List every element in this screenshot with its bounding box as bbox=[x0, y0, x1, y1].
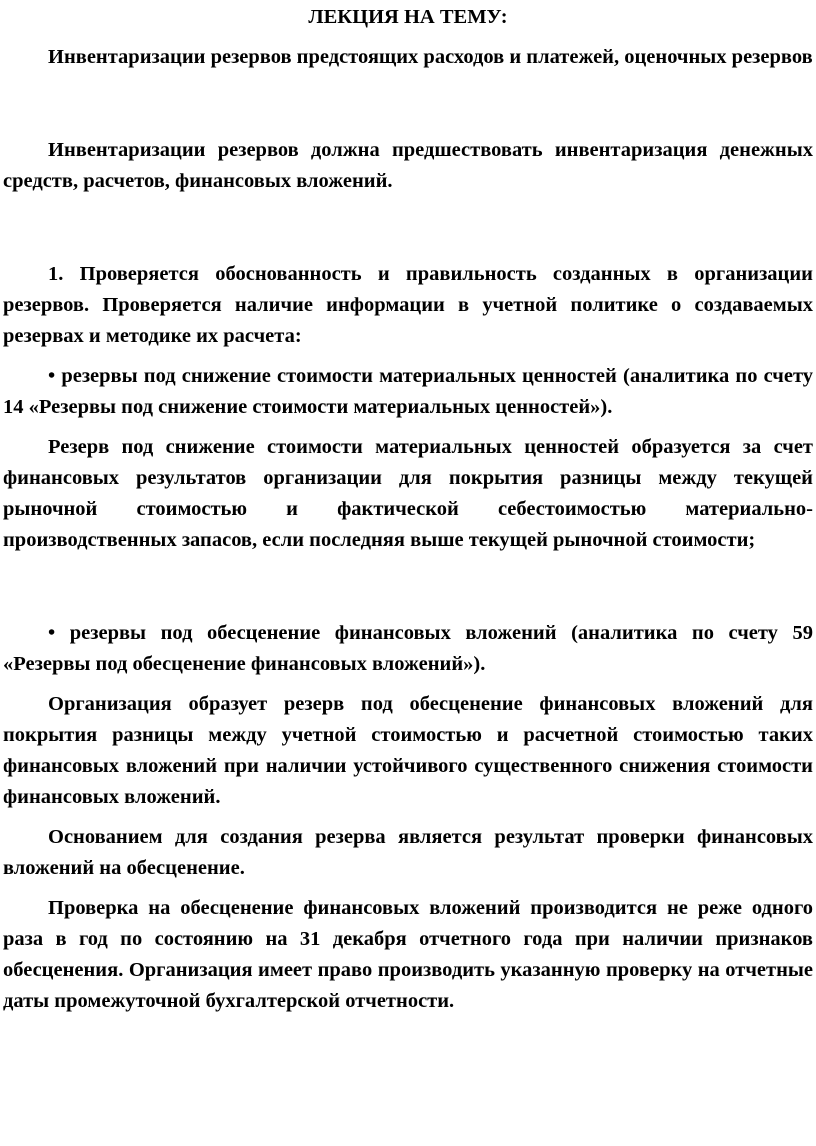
document-page bbox=[3, 0, 813, 1017]
paragraph-investments-reserve: Организация образует резерв под обесценение финансовых вложений для покрытия разницы между учетной стоимостью и расчетной стоимостью таких финансовых вложений при наличии устойчивого существенного снижения стоимости финансовых вложений. bbox=[3, 693, 813, 808]
paragraph-step-1: 1. Проверяется обоснованность и правильность созданных в организации резервов. Проверяется наличие информации в учетной политике о создаваемых резервах и методике их расчета: bbox=[3, 263, 813, 347]
lecture-subject: Инвентаризации резервов предстоящих расходов и платежей, оценочных резервов bbox=[48, 46, 813, 68]
document-title: ЛЕКЦИЯ НА ТЕМУ: bbox=[308, 6, 508, 28]
bullet-investments-reserve: • резервы под обесценение финансовых вложений (аналитика по счету 59 «Резервы под обесценение финансовых вложений»). bbox=[3, 622, 813, 675]
paragraph-intro: Инвентаризации резервов должна предшествовать инвентаризация денежных средств, расчетов, финансовых вложений. bbox=[3, 139, 813, 192]
paragraph-check-frequency: Проверка на обесценение финансовых вложений производится не реже одного раза в год по состоянию на 31 декабря отчетного года при наличии признаков обесценения. Организация имеет право производить указанную проверку на отчетные даты промежуточной бухгалтерской отчетности. bbox=[3, 897, 813, 1012]
paragraph-basis: Основанием для создания резерва является результат проверки финансовых вложений на обесценение. bbox=[3, 826, 813, 879]
bullet-materials-reserve: • резервы под снижение стоимости материальных ценностей (аналитика по счету 14 «Резервы под снижение стоимости материальных ценностей»). bbox=[3, 365, 813, 418]
paragraph-materials-reserve: Резерв под снижение стоимости материальных ценностей образуется за счет финансовых результатов организации для покрытия разницы между текущей рыночной стоимостью и фактической себестоимостью материально-производственных запасов, если последняя выше текущей рыночной стоимости; bbox=[3, 436, 813, 551]
